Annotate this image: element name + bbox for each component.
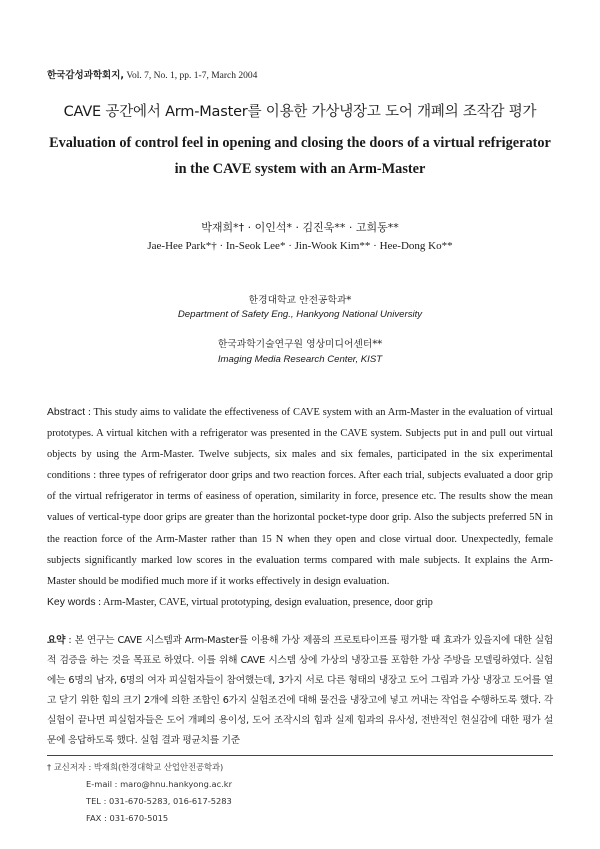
journal-citation	[47, 67, 257, 81]
journal-name: 한국감성과학회지,	[47, 70, 125, 81]
journal-volume-info: Vol. 7, No. 1, pp. 1-7, March 2004	[126, 71, 258, 81]
abstract-text: : This study aims to validate the effectiveness of CAVE system with an Arm-Master in the evaluation of virtual prototypes. A virtual kitchen with a refrigerator was presented in the CAVE system. Subjects put in and pull out virtual objects by using the Arm-Master. Twelve subjects, six males and six females, participated in the six experimental conditions : three types of refrigerator door grips and two reaction forces. After each trial, subjects evaluated a door grip of the virtual refrigerator in terms of easiness of operation, similarity in force, presence etc. The results show the mean values of vertical-type door grips are greater than the horizontal pocket-type door grip. Also the subjects preferred 5N in the reaction force of the Arm-Master rather than 15 N when they open and close virtual door. Unexpectedly, female subjects significantly marked low scores in the evaluation terms compared with male subjects. It explains the Arm-Master should be modified much more if it works effectively in design evaluation.	[47, 407, 553, 587]
authors-english: Jae-Hee Park*† · In-Seok Lee* · Jin-Wook Kim** · Hee-Dong Ko**	[147, 240, 453, 252]
footnote-tel: TEL : 031-670-5283, 016-617-5283	[86, 796, 232, 806]
abstract-label: Abstract	[47, 407, 86, 418]
title-english-line-1: Evaluation of control feel in opening and closing the doors of a virtual refrigerator	[49, 135, 551, 151]
keywords	[47, 593, 553, 613]
affiliation-1-korean: 한경대학교 안전공학과*	[248, 295, 352, 306]
footnote	[47, 759, 232, 827]
authors-korean: 박재희*† · 이인석* · 김진욱** · 고희동**	[201, 221, 399, 234]
affiliation-2-english: Imaging Media Research Center, KIST	[217, 354, 383, 365]
keywords-label: Key words	[47, 597, 96, 608]
keywords-text: : Arm-Master, CAVE, virtual prototyping, design evaluation, presence, door grip	[98, 597, 433, 608]
footnote-divider	[47, 755, 553, 756]
korean-summary	[47, 631, 553, 752]
title-english	[0, 130, 600, 182]
footnote-email: E-mail : maro@hnu.hankyong.ac.kr	[86, 779, 233, 789]
summary-text: : 본 연구는 CAVE 시스템과 Arm-Master를 이용해 가상 제품의 프로토타이프를 평가할 때 효과가 있을지에 대한 실험적 검증을 하는 것을 목표로 하였다. 이를 위해 CAVE 시스템 상에 가상의 냉장고를 포함한 가상 주방을 모델링하였다. 실험에는 6명의 남자, 6명의 여자 피실험자들이 참여했는데, 3가지 서로 다른 형태의 냉장고 도어 그립과 가상 냉장고 도어를 열고 닫기 위한 힘의 크기 2개에 의한 조합인 6가지 실험조건에 대해 물건을 냉장고에 넣고 꺼내는 작업을 수행하도록 했다. 각 실험이 끝나면 피실험자들은 도어 개폐의 용이성, 도어 조작시의 힘과 실제 힘과의 유사성, 전반적인 현실감에 대한 평가 설문에 응답하도록 했다. 실험 결과 평균치를 기준	[47, 635, 553, 747]
summary-label: 요약	[47, 635, 66, 646]
footnote-corresponding-author: † 교신저자 : 박재희(한경대학교 산업안전공학과)	[47, 762, 224, 772]
affiliation-1-english: Department of Safety Eng., Hankyong National University	[177, 309, 423, 320]
title-english-line-2: in the CAVE system with an Arm-Master	[174, 161, 426, 177]
footnote-fax: FAX : 031-670-5015	[86, 813, 169, 823]
affiliation-2-korean: 한국과학기술연구원 영상미디어센터**	[217, 339, 383, 350]
title-korean: CAVE 공간에서 Arm-Master를 이용한 가상냉장고 도어 개폐의 조작감 평가	[63, 104, 537, 120]
abstract	[47, 402, 553, 592]
